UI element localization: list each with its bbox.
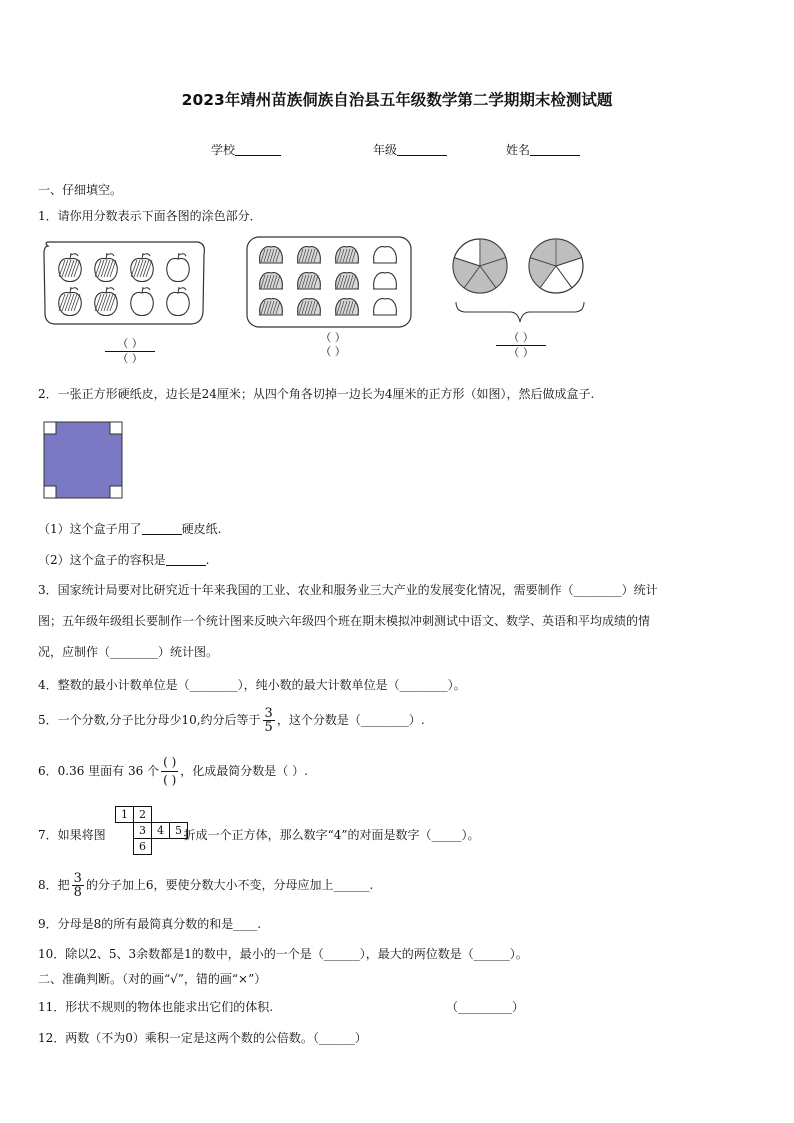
question-9: 9．分母是8的所有最简真分数的和是____. [38, 917, 262, 931]
q11-answer-blank[interactable]: （_________） [446, 1000, 525, 1014]
name-blank[interactable] [530, 143, 580, 156]
corner-cut-br [110, 486, 122, 498]
cube-net-figure [115, 806, 195, 862]
net-cell: 3 [133, 822, 152, 839]
question-8: 8．把 $\frac{3}{8}$ 的分子加上6，要使分数大小不变，分母应加上______. [38, 871, 374, 900]
q1-fraction-b[interactable]: （ ） （ ） [320, 331, 346, 358]
peach-icon [335, 247, 359, 263]
question-6: 6．0.36 里面有 36 个 $\frac{( )}{( )}$ ，化成最简分数是（ ）. [38, 755, 308, 787]
question-7: 7．如果将图 折成一个正方体，那么数字“4”的对面是数字（_____）。 [38, 828, 480, 842]
question-11: 11．形状不规则的物体也能求出它们的体积. [38, 1000, 274, 1014]
apple-icon [167, 253, 189, 282]
net-cell: 4 [151, 822, 170, 839]
peach-icon [259, 247, 283, 263]
apple-icon [59, 253, 81, 282]
question-12: 12．两数（不为0）乘积一定是这两个数的公倍数。（______） [38, 1031, 367, 1045]
apple-icon [59, 287, 81, 316]
cut-square-figure [42, 420, 124, 500]
apple-icon [95, 253, 117, 282]
peach-icon [259, 299, 283, 315]
peach-icon [259, 273, 283, 289]
circles-figure [452, 236, 588, 334]
peach-icon [297, 299, 321, 315]
grade-field [373, 142, 447, 158]
q8-fraction: $\frac{3}{8}$ [73, 871, 82, 900]
apple-icon [131, 287, 153, 316]
q5-fraction: $\frac{3}{5}$ [264, 706, 273, 735]
net-cell: 6 [133, 838, 152, 855]
apple-icons [59, 253, 189, 316]
corner-cut-bl [44, 486, 56, 498]
peach-icon [373, 299, 397, 315]
section-1-heading: 一、仔细填空。 [38, 183, 123, 197]
peach-icon [373, 273, 397, 289]
q1-fraction-a[interactable]: （ ） （ ） [105, 337, 155, 366]
net-cell: 2 [133, 806, 152, 823]
school-blank[interactable] [235, 143, 281, 156]
peach-icon [373, 247, 397, 263]
question-1: 1．请你用分数表示下面各图的涂色部分． [38, 209, 262, 223]
question-2: 2．一张正方形硬纸皮，边长是24厘米；从四个角各切掉一边长为4厘米的正方形（如图），然后做成盒子. [38, 387, 595, 401]
net-cell: 5 [169, 822, 188, 839]
q2-sub2-blank[interactable] [166, 553, 206, 566]
school-label: 学校 [211, 143, 236, 157]
apple-icon [95, 287, 117, 316]
corner-cut-tl [44, 422, 56, 434]
question-5: 5．一个分数,分子比分母少10,约分后等于 $\frac{3}{5}$ ，这个分数是（________）. [38, 706, 425, 735]
peach-tray-figure [245, 235, 413, 331]
corner-cut-tr [110, 422, 122, 434]
peach-icon [297, 273, 321, 289]
apple-icon [167, 287, 189, 316]
net-cell: 1 [115, 806, 134, 823]
apple-tray-figure [40, 240, 208, 328]
name-field [506, 142, 580, 158]
peach-icon [335, 299, 359, 315]
question-2-sub-2: （2）这个盒子的容积是 . [38, 553, 210, 567]
grade-blank[interactable] [397, 143, 447, 156]
question-3: 3．国家统计局要对比研究近十年来我国的工业、农业和服务业三大产业的发展变化情况，需要制作（________）统计 图；五年级年级组长要制作一个统计图来反映六年级四个班在期末模拟冲刺测试中语文、数学、英语和平均成绩的情 况，应制作（________）统计图。 [38, 583, 658, 659]
school-field [211, 142, 281, 158]
page-title: 2023年靖州苗族侗族自治县五年级数学第二学期期末检测试题 [181, 91, 613, 109]
peach-icons [259, 247, 397, 315]
q1-fraction-c[interactable]: （ ） （ ） [496, 331, 546, 360]
peach-icon [297, 247, 321, 263]
q6-fraction-blank[interactable]: $\frac{( )}{( )}$ [163, 755, 177, 787]
circle-right [529, 239, 583, 293]
q2-sub1-blank[interactable] [142, 522, 182, 535]
question-10: 10．除以2、5、3余数都是1的数中，最小的一个是（______），最大的两位数是（______）。 [38, 947, 528, 961]
question-4: 4．整数的最小计数单位是（________），纯小数的最大计数单位是（________）。 [38, 678, 466, 692]
name-label: 姓名 [506, 143, 531, 157]
question-2-sub-1: （1）这个盒子用了 硬皮纸. [38, 522, 222, 536]
circle-left [453, 239, 507, 293]
grade-label: 年级 [373, 143, 398, 157]
section-2-heading: 二、准确判断。（对的画“√”，错的画“×”） [38, 972, 267, 986]
apple-icon [131, 253, 153, 282]
peach-icon [335, 273, 359, 289]
